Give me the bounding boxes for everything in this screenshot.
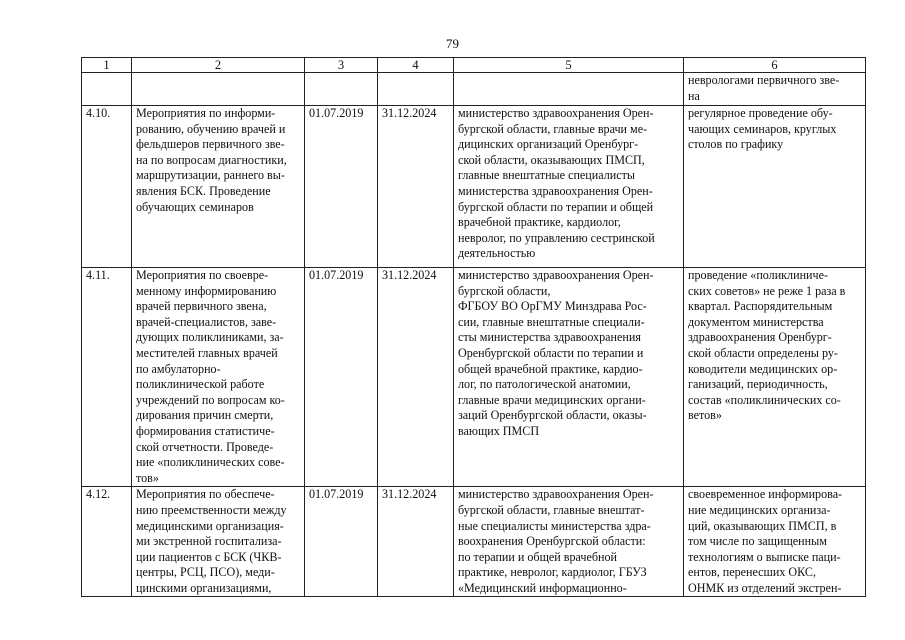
table-header-row xyxy=(82,58,866,73)
column-header: 3 xyxy=(305,58,378,73)
text-line: ской области определены ру- xyxy=(688,345,838,360)
text-line: на xyxy=(688,88,700,103)
row-number: 4.11. xyxy=(82,268,132,487)
continuation-row xyxy=(82,73,866,106)
text-line: формирования статистиче- xyxy=(136,423,275,438)
text-line: заций Оренбургской области, оказы- xyxy=(458,408,647,423)
table-row xyxy=(82,268,866,487)
text-line: квартал. Распорядительным xyxy=(688,299,833,314)
text-line: бургской области, главные врачи ме- xyxy=(458,121,648,136)
result-cell xyxy=(684,487,866,597)
end-date: 31.12.2024 xyxy=(378,487,454,597)
text-line: министерство здравоохранения Орен- xyxy=(458,106,654,120)
result-cell xyxy=(684,268,866,487)
text-line: на по вопросам диагностики, xyxy=(136,152,287,167)
text-line: здравоохранения Оренбург- xyxy=(688,330,832,345)
page-number: 79 xyxy=(446,36,459,51)
text-line: маршрутизации, раннего вы- xyxy=(136,168,285,183)
text-line: дицинских организаций Оренбург- xyxy=(458,137,639,152)
text-line: ФГБОУ ВО ОрГМУ Минздрава Рос- xyxy=(458,299,647,314)
measures-table xyxy=(81,57,866,597)
text-line: чающих семинаров, круглых xyxy=(688,121,837,136)
text-line: невролог, по управлению сестринской xyxy=(458,230,655,245)
text-line: Оренбургской области по терапии и xyxy=(458,345,644,360)
event-cell xyxy=(132,106,305,268)
column-header: 6 xyxy=(684,58,866,73)
text-line: ций, оказывающих ПМСП, в xyxy=(688,518,837,533)
text-line: своевременное информирова- xyxy=(688,487,843,502)
text-line: лог, по патологической анатомии, xyxy=(458,377,631,392)
responsible-cell xyxy=(454,487,684,597)
text-line: тов» xyxy=(136,470,159,485)
text-line: по терапии и общей врачебной xyxy=(458,549,617,564)
text-line: Мероприятия по информи- xyxy=(136,106,276,120)
text-line: поликлинической работе xyxy=(136,377,265,392)
text-line: том числе по защищенным xyxy=(688,534,827,549)
text-line: ОНМК из отделений экстрен- xyxy=(688,580,842,595)
text-line: бургской области, главные внештат- xyxy=(458,502,645,517)
text-line: обучающих семинаров xyxy=(136,199,254,214)
column-header: 2 xyxy=(132,58,305,73)
text-line: врачебной практике, кардиолог, xyxy=(458,215,621,230)
text-line: главные внештатные специалисты xyxy=(458,168,635,183)
end-date: 31.12.2024 xyxy=(378,268,454,487)
text-line: явления БСК. Проведение xyxy=(136,183,271,198)
result-cell xyxy=(684,106,866,268)
text-line: ганизаций, периодичность, xyxy=(688,377,828,392)
text-line: фельдшеров первичного зве- xyxy=(136,137,285,152)
text-line: менному информированию xyxy=(136,283,277,298)
text-line: Мероприятия по своевре- xyxy=(136,268,269,282)
text-line: врачей-специалистов, заве- xyxy=(136,314,277,329)
text-line: ентов, перенесших ОКС, xyxy=(688,565,816,580)
text-line: медицинскими организация- xyxy=(136,518,284,533)
text-line: сты министерства здравоохранения xyxy=(458,330,641,345)
text-line: центры, РСЦ, ПСО), меди- xyxy=(136,565,275,580)
text-line: вающих ПМСП xyxy=(458,423,540,438)
column-header: 4 xyxy=(378,58,454,73)
text-line: ние медицинских организа- xyxy=(688,502,831,517)
row-number: 4.10. xyxy=(82,106,132,268)
text-line: «Медицинский информационно- xyxy=(458,580,627,595)
text-line: технологиям о выписке паци- xyxy=(688,549,841,564)
text-line: общей врачебной практике, кардио- xyxy=(458,361,643,376)
text-line: министерство здравоохранения Орен- xyxy=(458,487,654,502)
start-date: 01.07.2019 xyxy=(305,487,378,597)
text-line: бургской области, xyxy=(458,283,551,298)
text-line: ской отчетности. Проведе- xyxy=(136,439,274,454)
text-line: министерства здравоохранения Орен- xyxy=(458,183,653,198)
text-line: ских советов» не реже 1 раза в xyxy=(688,283,846,298)
column-header: 5 xyxy=(454,58,684,73)
text-line: воохранения Оренбургской области: xyxy=(458,534,646,549)
text-line: состав «поликлинических со- xyxy=(688,392,841,407)
table-row xyxy=(82,106,866,268)
responsible-cell xyxy=(454,268,684,487)
text-line: документом министерства xyxy=(688,314,824,329)
start-date: 01.07.2019 xyxy=(305,106,378,268)
text-line: Мероприятия по обеспече- xyxy=(136,487,275,502)
text-line: по амбулаторно- xyxy=(136,361,221,376)
column-header: 1 xyxy=(82,58,132,73)
text-line: ние «поликлинических сове- xyxy=(136,455,285,470)
text-line: врачей первичного звена, xyxy=(136,299,267,314)
empty-cell xyxy=(132,73,305,106)
empty-cell xyxy=(82,73,132,106)
text-line: столов по графику xyxy=(688,137,784,152)
text-line: ководители медицинских ор- xyxy=(688,361,838,376)
text-line: деятельностью xyxy=(458,246,536,261)
text-line: местителей главных врачей xyxy=(136,345,278,360)
empty-cell xyxy=(305,73,378,106)
responsible-cell xyxy=(454,106,684,268)
text-line: ми экстренной госпитализа- xyxy=(136,534,282,549)
text-line: неврологами первичного зве- xyxy=(688,73,840,87)
empty-cell xyxy=(378,73,454,106)
text-line: практике, невролог, кардиолог, ГБУЗ xyxy=(458,565,647,580)
text-line: ции пациентов с БСК (ЧКВ- xyxy=(136,549,282,564)
text-line: рованию, обучению врачей и xyxy=(136,121,286,136)
event-cell xyxy=(132,487,305,597)
start-date: 01.07.2019 xyxy=(305,268,378,487)
text-line: бургской области по терапии и общей xyxy=(458,199,654,214)
empty-cell xyxy=(454,73,684,106)
text-line: регулярное проведение обу- xyxy=(688,106,833,120)
end-date: 31.12.2024 xyxy=(378,106,454,268)
text-line: учреждений по вопросам ко- xyxy=(136,392,285,407)
text-line: министерство здравоохранения Орен- xyxy=(458,268,654,282)
text-line: проведение «поликлиниче- xyxy=(688,268,828,282)
text-line: дирования причин смерти, xyxy=(136,408,274,423)
text-line: главные врачи медицинских органи- xyxy=(458,392,646,407)
row-number: 4.12. xyxy=(82,487,132,597)
text-line: нию преемственности между xyxy=(136,502,287,517)
text-line: сии, главные внештатные специали- xyxy=(458,314,645,329)
text-line: ные специалисты министерства здра- xyxy=(458,518,651,533)
text-line: дующих поликлиниками, за- xyxy=(136,330,284,345)
event-cell xyxy=(132,268,305,487)
text-line: ветов» xyxy=(688,408,722,423)
result-cell xyxy=(684,73,866,106)
table-row xyxy=(82,487,866,597)
text-line: цинскими организациями, xyxy=(136,580,272,595)
text-line: ской области, оказывающих ПМСП, xyxy=(458,152,645,167)
